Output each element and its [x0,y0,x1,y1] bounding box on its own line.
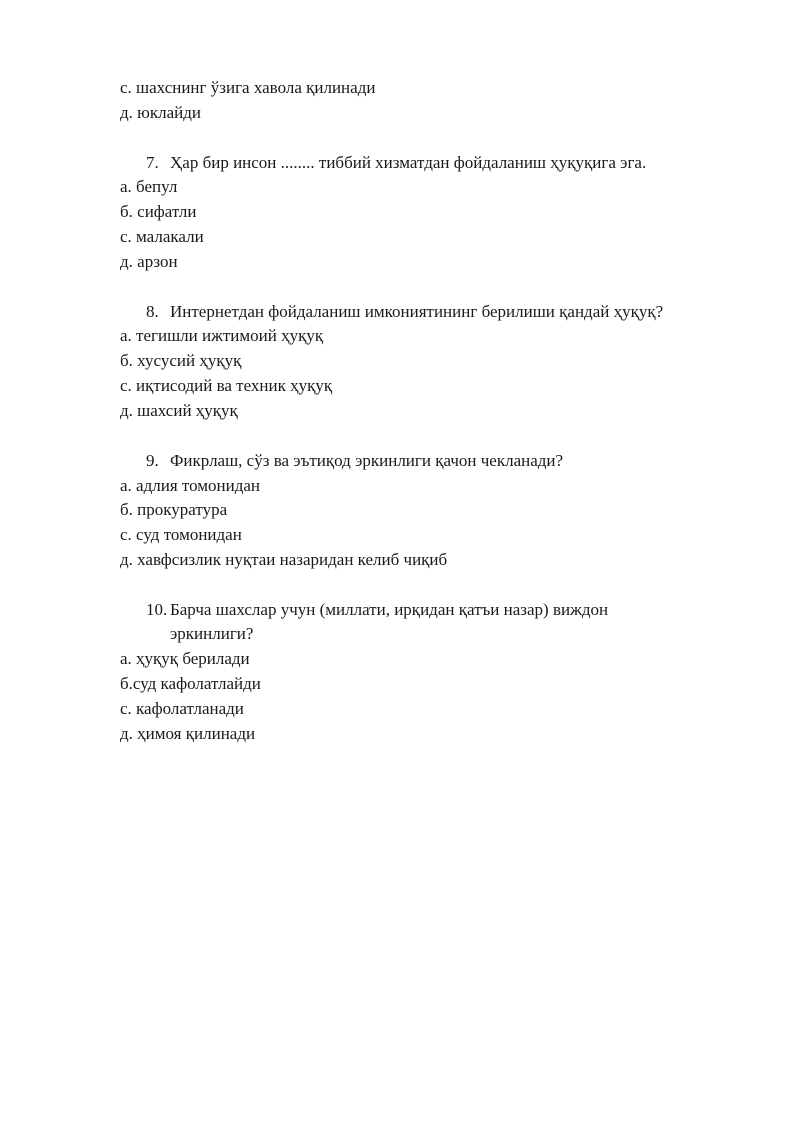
question-number: 8. [146,302,159,321]
option-d: д. арзон [120,252,178,271]
question-text-continued: эркинлиги? [170,624,254,643]
option-a: а. тегишли ижтимоий ҳуқуқ [120,326,324,345]
option-d: д. ҳимоя қилинади [120,724,256,743]
question-text: Интернетдан фойдаланиш имкониятининг берилиши қандай ҳуқуқ? [170,302,664,321]
option-d: д. шахсий ҳуқуқ [120,401,238,420]
option-c: с. кафолатланади [120,699,244,718]
option-b: б.суд кафолатлайди [120,674,261,693]
option-d: д. хавфсизлик нуқтаи назаридан келиб чиқиб [120,550,448,569]
option-b: б. хусусий ҳуқуқ [120,351,242,370]
option-c: с. иқтисодий ва техник ҳуқуқ [120,376,333,395]
option-a: а. адлия томонидан [120,476,261,495]
option-c: с. малакали [120,227,204,246]
question-number: 10. [146,600,168,619]
option-b: б. прокуратура [120,500,228,519]
option-d-carryover: д. юклайди [120,103,201,122]
question-number: 7. [146,153,159,172]
option-c: с. суд томонидан [120,525,242,544]
question-number: 9. [146,451,159,470]
option-b: б. сифатли [120,202,197,221]
option-a: а. ҳуқуқ берилади [120,649,250,668]
question-text: Ҳар бир инсон ........ тиббий хизматдан фойдаланиш ҳуқуқига эга. [170,153,647,172]
question-text: Барча шахслар учун (миллати, ирқидан қатъи назар) виждон [170,600,609,619]
option-c-carryover: с. шахснинг ўзига хавола қилинади [120,78,376,97]
question-text: Фикрлаш, сўз ва эътиқод эркинлиги қачон чекланади? [170,451,564,470]
option-a: а. бепул [120,177,178,196]
